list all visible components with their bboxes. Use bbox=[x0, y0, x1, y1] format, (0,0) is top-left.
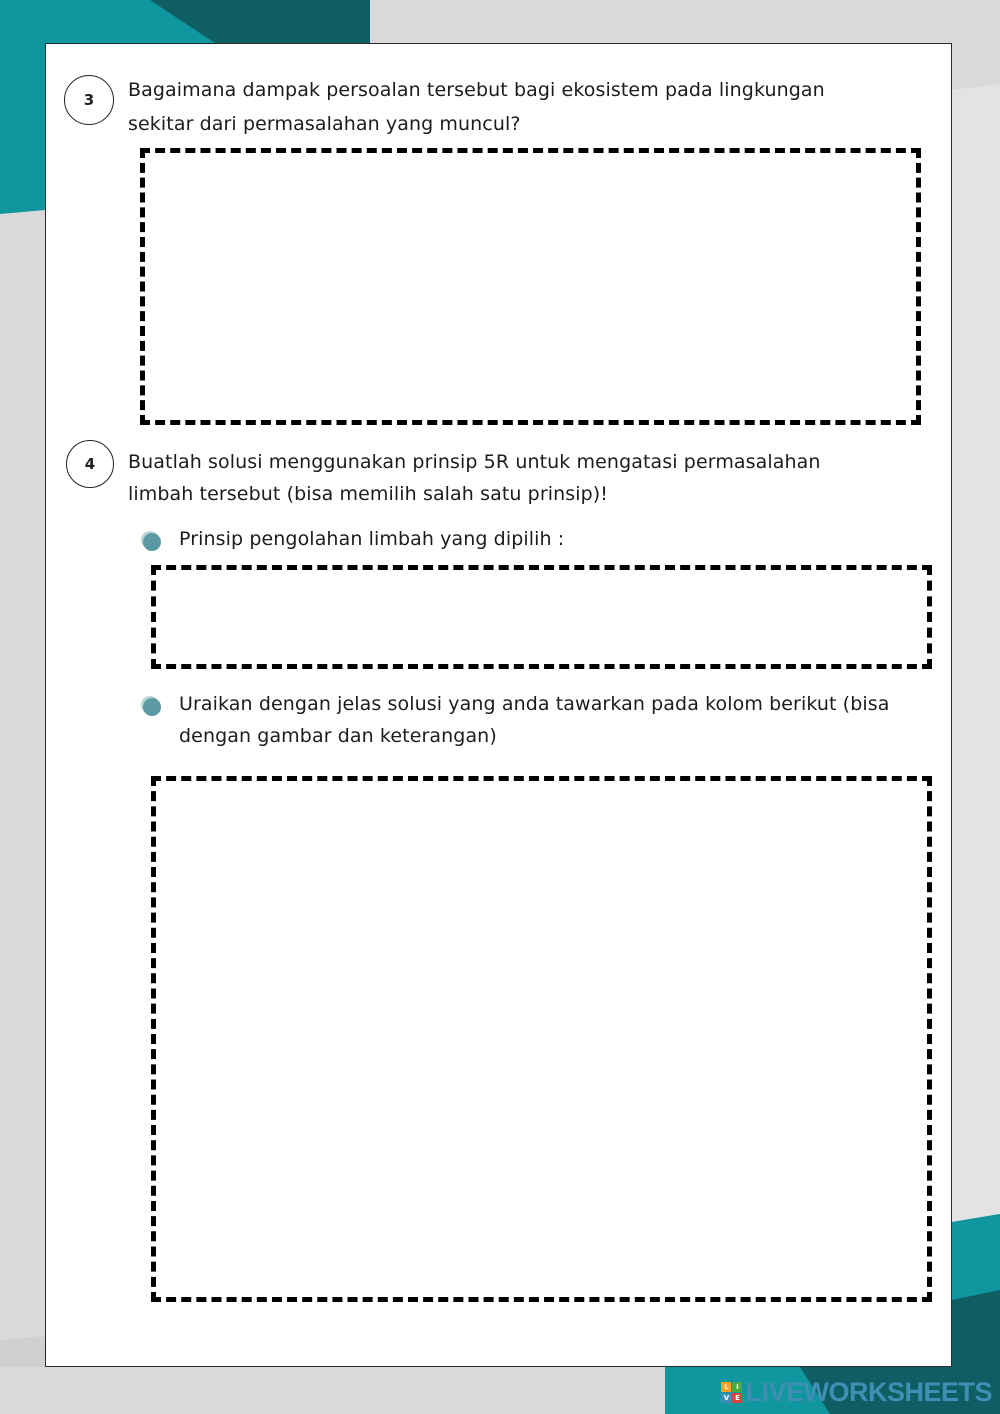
liveworksheets-logo-icon: L I V E bbox=[721, 1382, 742, 1403]
principle-prompt-text: Prinsip pengolahan limbah yang dipilih : bbox=[179, 528, 565, 550]
question-4-text-line-1: Buatlah solusi menggunakan prinsip 5R untuk mengatasi permasalahan bbox=[128, 451, 821, 473]
question-3-text-line-2: sekitar dari permasalahan yang muncul? bbox=[128, 113, 521, 135]
solution-answer-box[interactable] bbox=[151, 776, 932, 1302]
solution-prompt-text-line-1: Uraikan dengan jelas solusi yang anda tawarkan pada kolom berikut (bisa bbox=[179, 693, 890, 715]
bullet-icon bbox=[143, 533, 161, 551]
liveworksheets-logo bbox=[721, 1377, 992, 1408]
liveworksheets-logo-text: LIVEWORKSHEETS bbox=[745, 1377, 992, 1407]
bullet-icon bbox=[143, 698, 161, 716]
question-4-number-badge: 4 bbox=[66, 440, 114, 488]
question-3-answer-box[interactable] bbox=[140, 148, 921, 425]
question-4-text-line-2: limbah tersebut (bisa memilih salah satu prinsip)! bbox=[128, 483, 609, 505]
principle-answer-box[interactable] bbox=[151, 565, 932, 669]
question-3-text-line-1: Bagaimana dampak persoalan tersebut bagi ekosistem pada lingkungan bbox=[128, 79, 825, 101]
solution-prompt-text-line-2: dengan gambar dan keterangan) bbox=[179, 725, 497, 747]
question-3-number-badge: 3 bbox=[64, 75, 114, 125]
